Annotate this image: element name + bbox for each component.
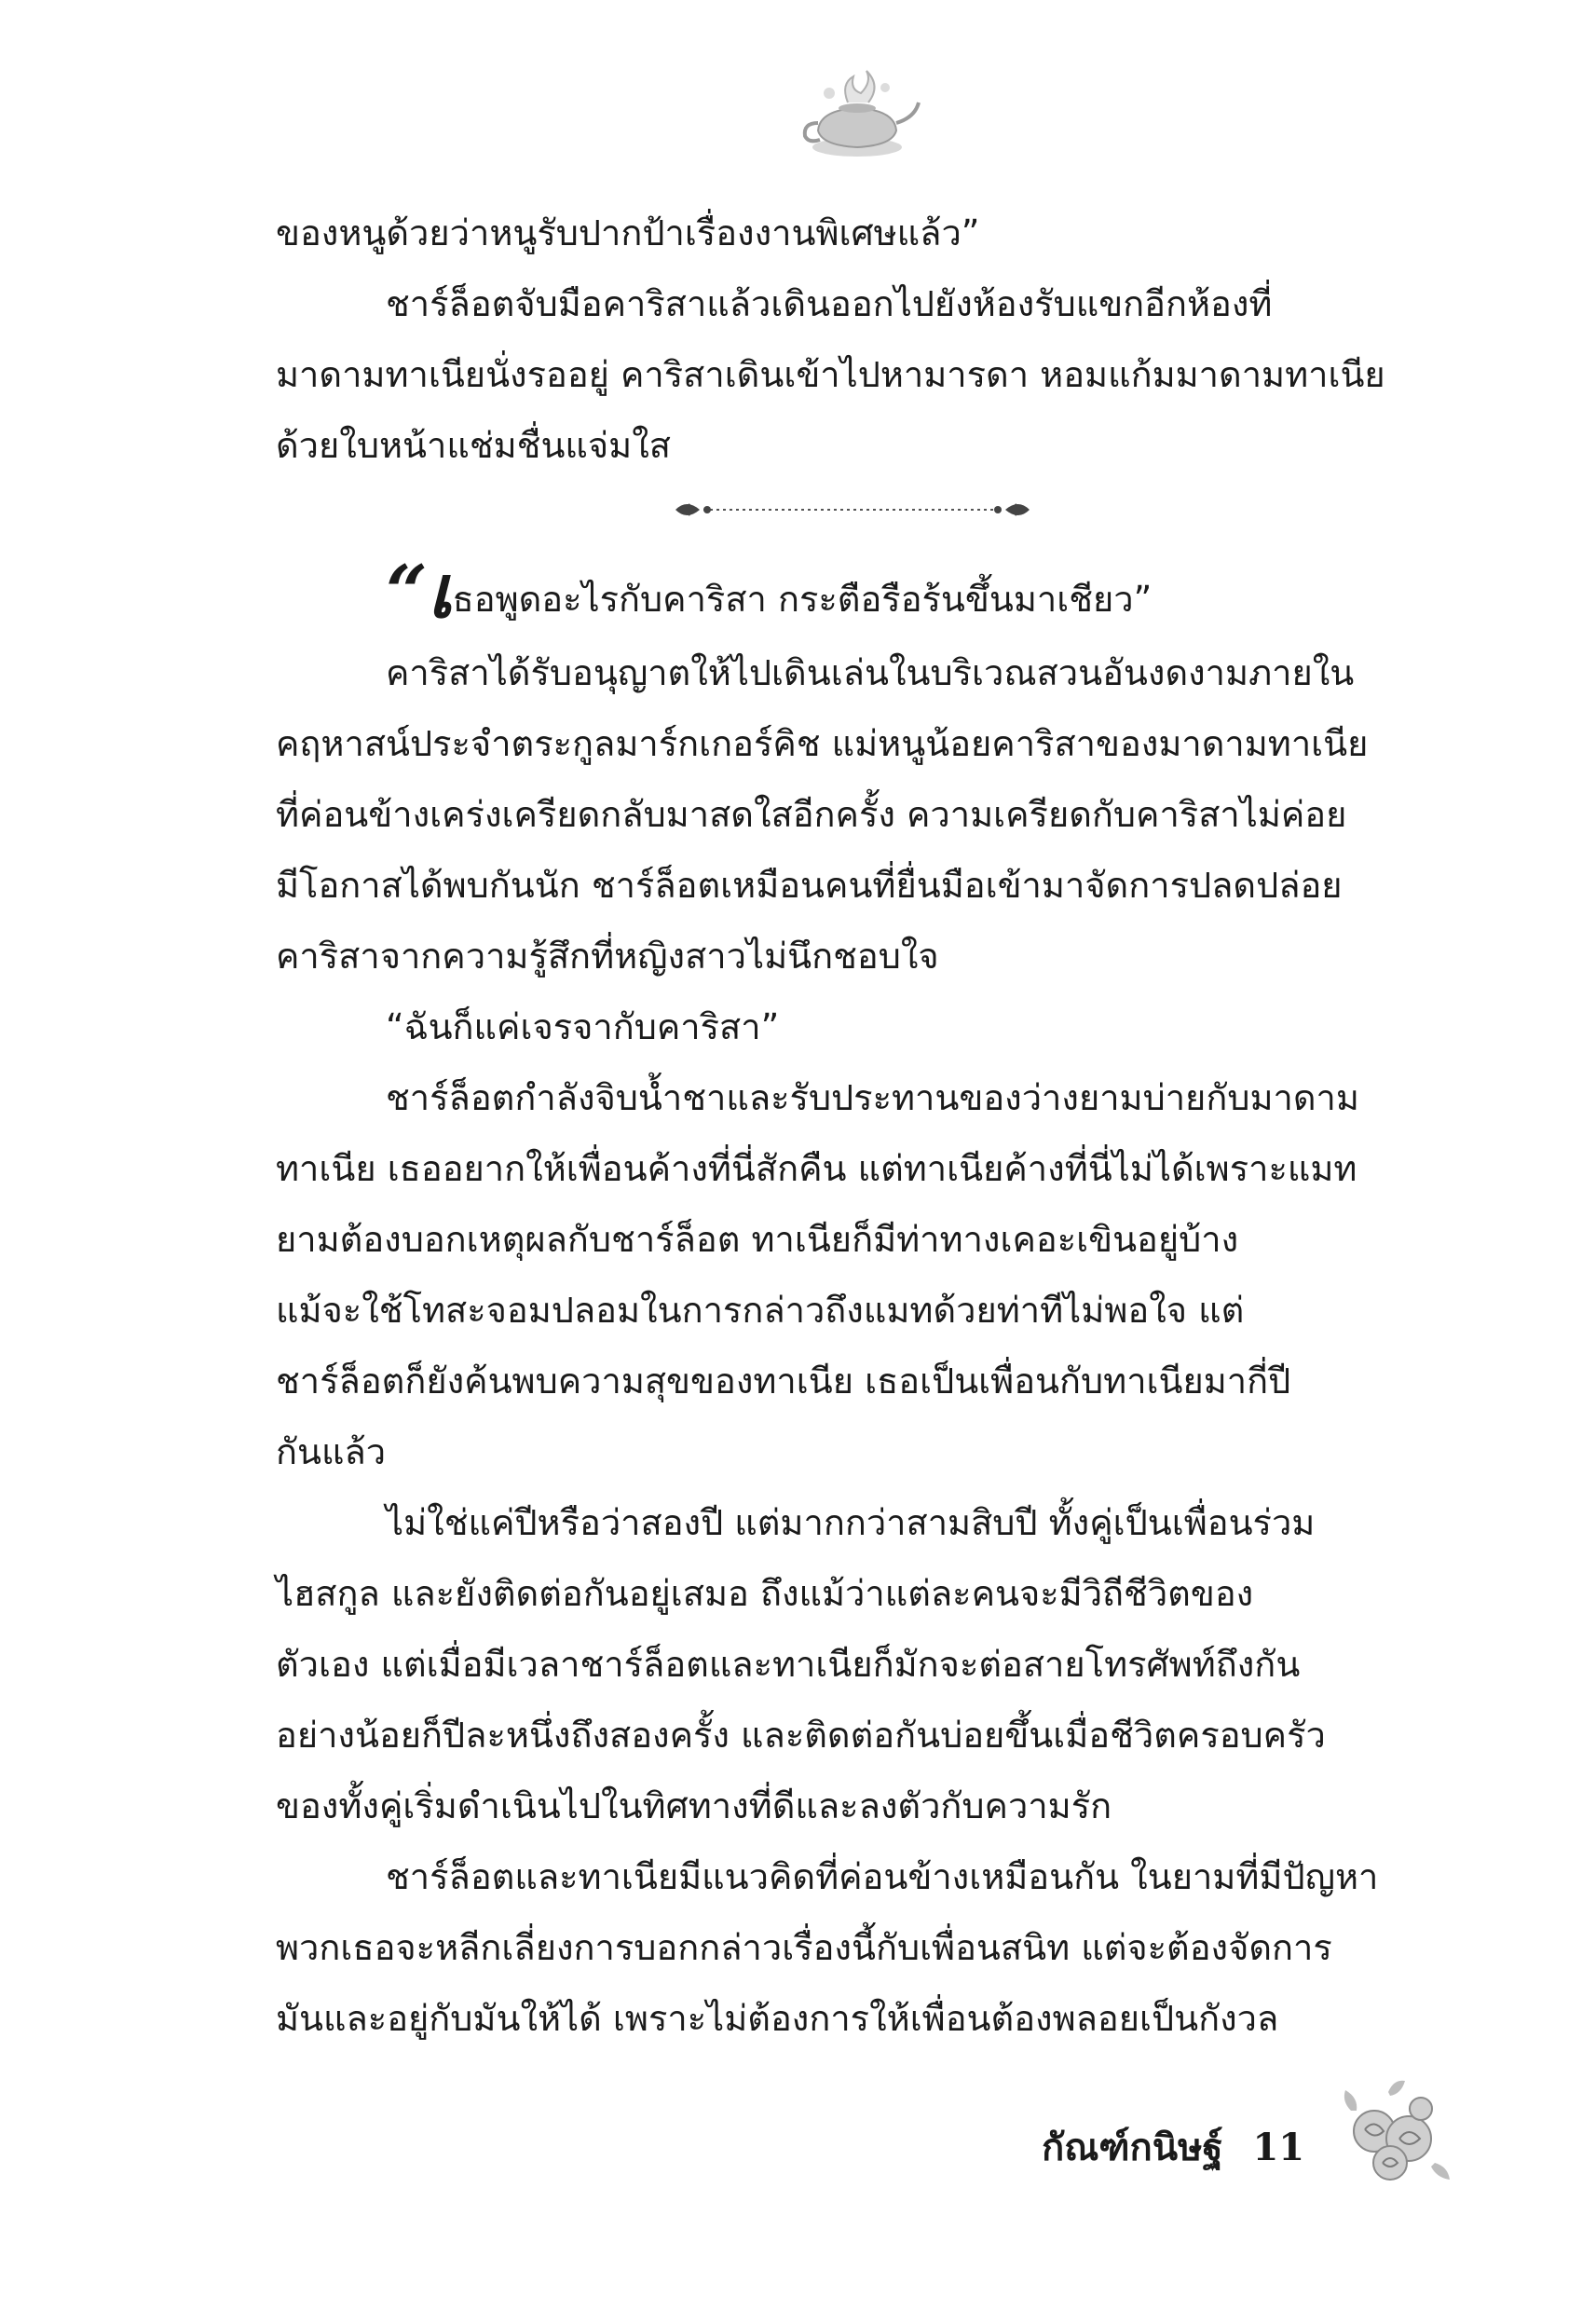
book-title: กัณฑ์กนิษฐ์ <box>1042 2126 1223 2169</box>
scroll-divider-icon <box>666 491 1039 528</box>
paragraph-line: คฤหาสน์ประจำตระกูลมาร์กเกอร์คิช แม่หนูน้อยคาริสาของมาดามทาเนีย <box>276 723 1369 764</box>
paragraph-line: มาดามทาเนียนั่งรออยู่ คาริสาเดินเข้าไปหามารดา หอมแก้มมาดามทาเนีย <box>276 354 1385 395</box>
paragraph-line: แม้จะใช้โทสะจอมปลอมในการกล่าวถึงแมทด้วยท่าทีไม่พอใจ แต่ <box>276 1290 1245 1331</box>
paragraph-line: ชาร์ล็อตและทาเนียมีแนวคิดที่ค่อนข้างเหมือนกัน ในยามที่มีปัญหา <box>386 1856 1379 1897</box>
paragraph-line: มันและอยู่กับมันให้ได้ เพราะไม่ต้องการให้เพื่อนต้องพลอยเป็นกังวล <box>276 1998 1279 2039</box>
paragraph-line: ทาเนีย เธออยากให้เพื่อนค้างที่นี่สักคืน แต่ทาเนียค้างที่นี่ไม่ได้เพราะแมท <box>276 1148 1357 1189</box>
paragraph-line: ของหนูด้วยว่าหนูรับปากป้าเรื่องงานพิเศษแล้ว” <box>276 212 980 253</box>
paragraph-line: ของทั้งคู่เริ่มดำเนินไปในทิศทางที่ดีและลงตัวกับความรัก <box>276 1785 1112 1826</box>
paragraph-line: ด้วยใบหน้าแช่มชื่นแจ่มใส <box>276 425 671 466</box>
paragraph-line: พวกเธอจะหลีกเลี่ยงการบอกกล่าวเรื่องนี้กับเพื่อนสนิท แต่จะต้องจัดการ <box>276 1927 1332 1968</box>
paragraph-line: ไม่ใช่แค่ปีหรือว่าสองปี แต่มากกว่าสามสิบปี ทั้งคู่เป็นเพื่อนร่วม <box>386 1502 1316 1543</box>
dropcap-paragraph <box>386 550 1546 635</box>
dropcap-quote: “ <box>386 550 428 635</box>
paragraph-line: มีโอกาสได้พบกันนัก ชาร์ล็อตเหมือนคนที่ยื่นมือเข้ามาจัดการปลดปล่อย <box>276 865 1343 906</box>
paragraph-line: ตัวเอง แต่เมื่อมีเวลาชาร์ล็อตและทาเนียก็มักจะต่อสายโทรศัพท์ถึงกัน <box>276 1644 1301 1685</box>
page-number: 11 <box>1252 2126 1305 2169</box>
paragraph-line: คาริสาได้รับอนุญาตให้ไปเดินเล่นในบริเวณสวนอันงดงามภายใน <box>386 652 1355 693</box>
paragraph-line: ชาร์ล็อตกำลังจิบน้ำชาและรับประทานของว่างยามบ่ายกับมาดาม <box>386 1077 1359 1118</box>
page-footer <box>1042 2117 1304 2177</box>
paragraph-line: ชาร์ล็อตจับมือคาริสาแล้วเดินออกไปยังห้องรับแขกอีกห้องที่ <box>386 283 1273 324</box>
dropcap-rest: ธอพูดอะไรกับคาริสา กระตือรือร้นขึ้นมาเชียว” <box>452 579 1153 620</box>
teapot-ornament-icon <box>792 65 922 168</box>
paragraph-line: คาริสาจากความรู้สึกที่หญิงสาวไม่นึกชอบใจ <box>276 936 939 977</box>
paragraph-line: ไฮสกูล และยังติดต่อกันอยู่เสมอ ถึงแม้ว่าแต่ละคนจะมีวิถีชีวิตของ <box>276 1573 1254 1614</box>
paragraph-line: “ฉันก็แค่เจรจากับคาริสา” <box>386 1006 780 1047</box>
paragraph-line: กันแล้ว <box>276 1431 387 1472</box>
text-block-top <box>276 198 1436 481</box>
paragraph-line: ที่ค่อนข้างเคร่งเครียดกลับมาสดใสอีกครั้ง ความเครียดกับคาริสาไม่ค่อย <box>276 794 1347 835</box>
rose-bouquet-icon <box>1332 2073 1453 2195</box>
text-block-bottom <box>276 637 1436 2054</box>
paragraph-line: อย่างน้อยก็ปีละหนึ่งถึงสองครั้ง และติดต่อกันบ่อยขึ้นเมื่อชีวิตครอบครัว <box>276 1715 1326 1756</box>
dropcap-letter: เ <box>427 550 453 635</box>
paragraph-line: ยามต้องบอกเหตุผลกับชาร์ล็อต ทาเนียก็มีท่าทางเคอะเขินอยู่บ้าง <box>276 1219 1239 1260</box>
paragraph-line: ชาร์ล็อตก็ยังค้นพบความสุขของทาเนีย เธอเป็นเพื่อนกับทาเนียมากี่ปี <box>276 1361 1291 1402</box>
